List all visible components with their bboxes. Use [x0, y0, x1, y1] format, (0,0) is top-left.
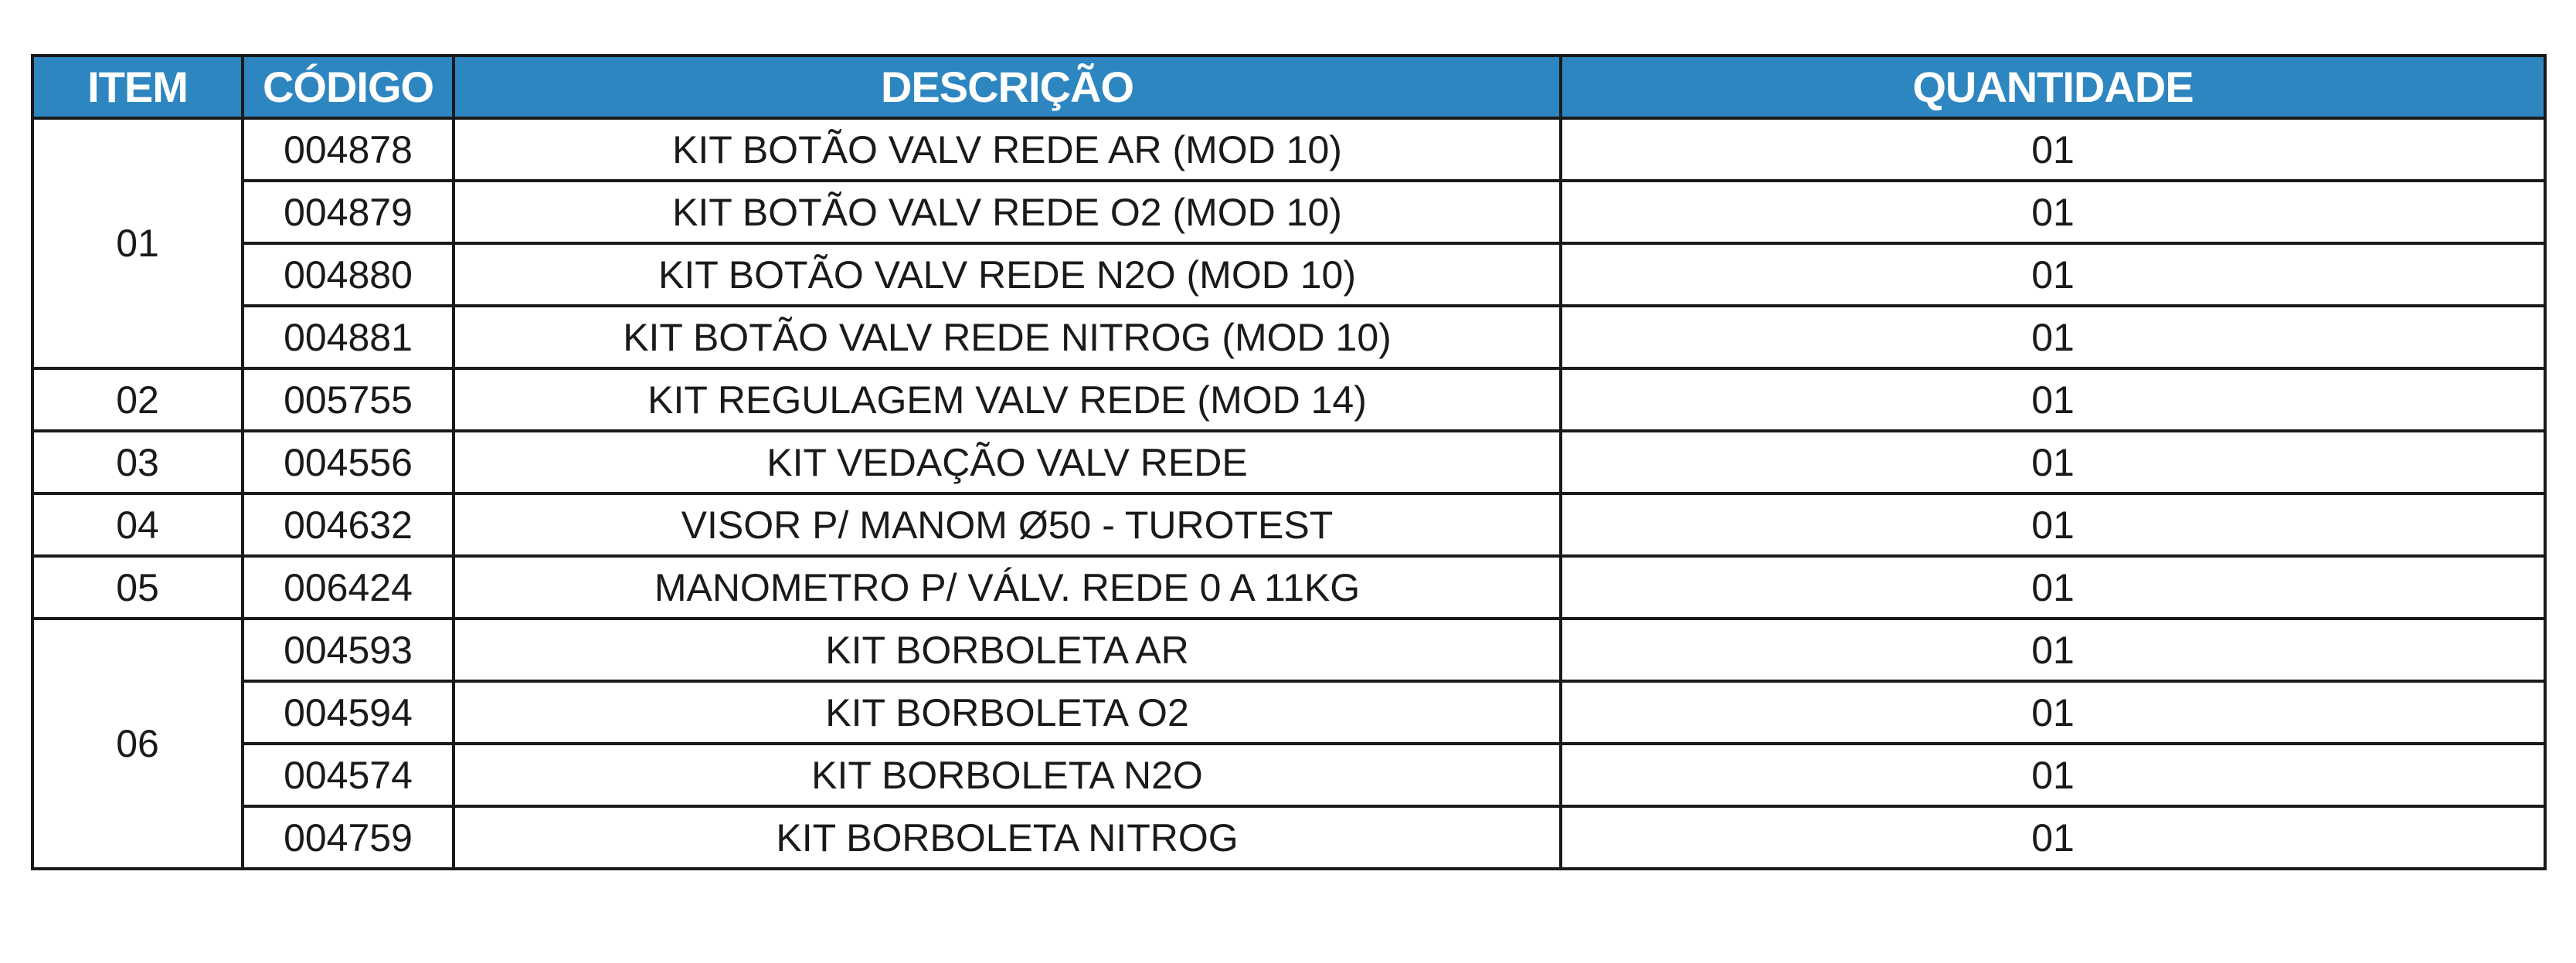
- code-cell: 004879: [243, 181, 454, 243]
- quantity-cell: 01: [1561, 619, 2545, 681]
- quantity-cell: 01: [1561, 118, 2545, 181]
- code-cell: 005755: [243, 368, 454, 431]
- quantity-cell: 01: [1561, 556, 2545, 619]
- table-body: [32, 118, 2545, 869]
- code-cell: 004880: [243, 243, 454, 306]
- table-row: [32, 306, 2545, 368]
- table-header: [32, 56, 2545, 118]
- item-number-cell: 04: [32, 493, 243, 556]
- quantity-cell: 01: [1561, 681, 2545, 744]
- quantity-cell: 01: [1561, 306, 2545, 368]
- table-row: [32, 493, 2545, 556]
- quantity-cell: 01: [1561, 806, 2545, 869]
- description-cell: KIT REGULAGEM VALV REDE (MOD 14): [454, 368, 1561, 431]
- item-number-cell: 05: [32, 556, 243, 619]
- code-cell: 004878: [243, 118, 454, 181]
- code-cell: 004593: [243, 619, 454, 681]
- code-cell: 004632: [243, 493, 454, 556]
- code-cell: 004556: [243, 431, 454, 493]
- description-cell: KIT VEDAÇÃO VALV REDE: [454, 431, 1561, 493]
- description-cell: KIT BOTÃO VALV REDE O2 (MOD 10): [454, 181, 1561, 243]
- table-row: [32, 681, 2545, 744]
- quantity-cell: 01: [1561, 181, 2545, 243]
- quantity-cell: 01: [1561, 368, 2545, 431]
- header-quantity: QUANTIDADE: [1561, 56, 2545, 118]
- parts-table-container: [31, 54, 2547, 870]
- header-code: CÓDIGO: [243, 56, 454, 118]
- quantity-cell: 01: [1561, 431, 2545, 493]
- code-cell: 004574: [243, 744, 454, 806]
- table-row: [32, 806, 2545, 869]
- item-number-cell: 06: [32, 619, 243, 869]
- code-cell: 004881: [243, 306, 454, 368]
- table-row: [32, 118, 2545, 181]
- parts-table: [31, 54, 2547, 870]
- description-cell: KIT BORBOLETA N2O: [454, 744, 1561, 806]
- description-cell: KIT BOTÃO VALV REDE AR (MOD 10): [454, 118, 1561, 181]
- item-number-cell: 03: [32, 431, 243, 493]
- table-row: [32, 556, 2545, 619]
- code-cell: 004594: [243, 681, 454, 744]
- description-cell: KIT BOTÃO VALV REDE N2O (MOD 10): [454, 243, 1561, 306]
- description-cell: KIT BORBOLETA O2: [454, 681, 1561, 744]
- header-description: DESCRIÇÃO: [454, 56, 1561, 118]
- description-cell: MANOMETRO P/ VÁLV. REDE 0 A 11KG: [454, 556, 1561, 619]
- item-number-cell: 01: [32, 118, 243, 368]
- table-row: [32, 619, 2545, 681]
- table-row: [32, 368, 2545, 431]
- quantity-cell: 01: [1561, 744, 2545, 806]
- code-cell: 004759: [243, 806, 454, 869]
- description-cell: VISOR P/ MANOM Ø50 - TUROTEST: [454, 493, 1561, 556]
- description-cell: KIT BORBOLETA NITROG: [454, 806, 1561, 869]
- item-number-cell: 02: [32, 368, 243, 431]
- code-cell: 006424: [243, 556, 454, 619]
- description-cell: KIT BORBOLETA AR: [454, 619, 1561, 681]
- quantity-cell: 01: [1561, 243, 2545, 306]
- table-row: [32, 243, 2545, 306]
- description-cell: KIT BOTÃO VALV REDE NITROG (MOD 10): [454, 306, 1561, 368]
- quantity-cell: 01: [1561, 493, 2545, 556]
- table-row: [32, 431, 2545, 493]
- table-row: [32, 744, 2545, 806]
- table-row: [32, 181, 2545, 243]
- header-item: ITEM: [32, 56, 243, 118]
- header-row: [32, 56, 2545, 118]
